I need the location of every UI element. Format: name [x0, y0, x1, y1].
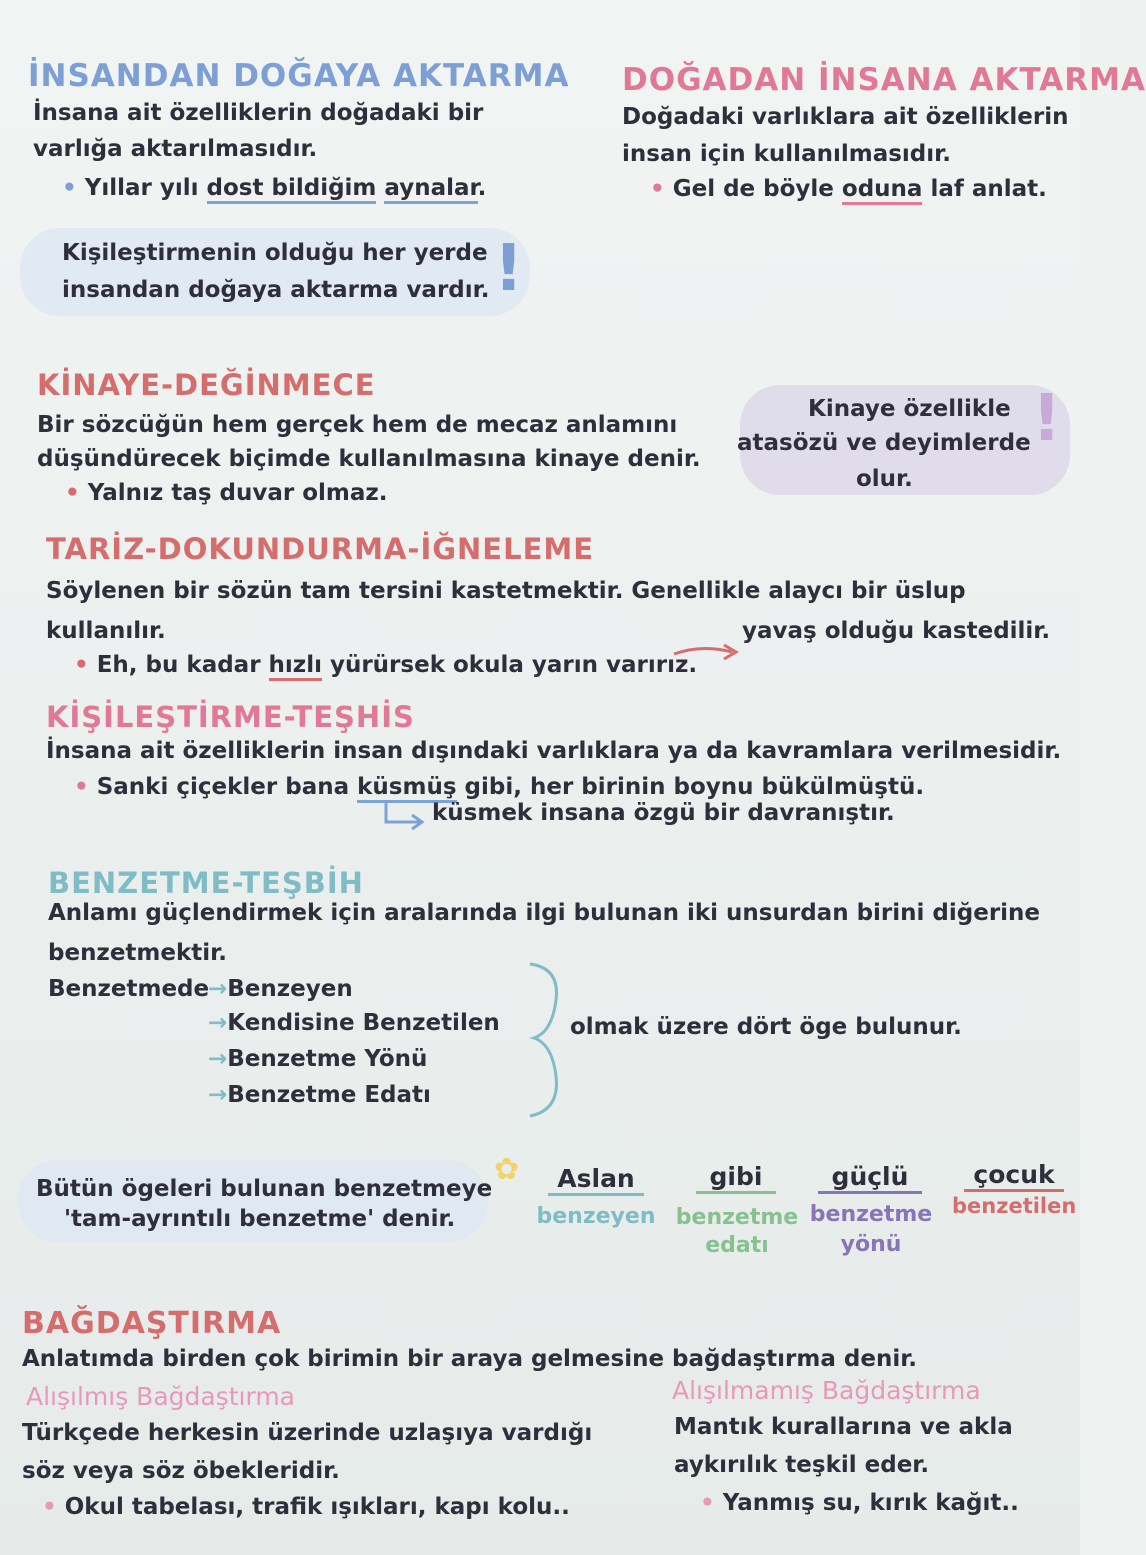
list-item-label: Benzeyen	[227, 976, 353, 1002]
section-title-kisilestirme: KİŞİLEŞTİRME-TEŞHİS	[46, 700, 415, 734]
example-text: Gel de böyle	[672, 176, 842, 202]
full-benzetme-text: 'tam-ayrıntılı benzetme' denir.	[64, 1206, 456, 1232]
arrow-note: küsmek insana özgü bir davranıştır.	[432, 800, 895, 826]
definition-text: Mantık kurallarına ve akla	[674, 1414, 1013, 1440]
note-text: Kinaye özellikle	[808, 396, 1011, 422]
example-text: Yıllar yılı	[84, 175, 207, 201]
definition-text: insan için kullanılmasıdır.	[622, 141, 951, 167]
flower-icon: ✿	[494, 1152, 520, 1187]
brace-icon	[518, 960, 568, 1120]
example-word: Aslan	[548, 1164, 644, 1196]
arrow-note: yavaş olduğu kastedilir.	[742, 618, 1051, 644]
example-sentence: • Yıllar yılı dost bildiğim aynalar.	[62, 175, 486, 201]
example-sentence: • Gel de böyle oduna laf anlat.	[650, 176, 1047, 202]
full-benzetme-text: Bütün ögeleri bulunan benzetmeye	[36, 1176, 493, 1202]
definition-text: İnsana ait özelliklerin insan dışındaki varlıklara ya da kavramlara verilmesidir.	[46, 738, 1062, 764]
example-text: gibi, her birinin boynu bükülmüştü.	[456, 774, 925, 800]
definition-text: Doğadaki varlıklara ait özelliklerin	[622, 104, 1069, 130]
section-title-kinaye: KİNAYE-DEĞİNMECE	[37, 368, 376, 402]
list-item: →Kendisine Benzetilen	[208, 1010, 500, 1036]
note-text: Kişileştirmenin olduğu her yerde	[62, 240, 488, 266]
section-title-benzetme: BENZETME-TEŞBİH	[48, 866, 364, 900]
definition-text: İnsana ait özelliklerin doğadaki bir	[33, 100, 484, 126]
definition-text: düşündürecek biçimde kullanılmasına kinaye denir.	[37, 446, 701, 472]
definition-text: aykırılık teşkil eder.	[674, 1452, 930, 1478]
example-sentence: • Okul tabelası, trafik ışıkları, kapı kolu..	[42, 1494, 570, 1520]
word-label: benzetme yönü	[809, 1202, 933, 1257]
word-label: benzetme edatı	[675, 1205, 799, 1258]
exclamation-icon: !	[1032, 382, 1062, 456]
section-title-dogadan: DOĞADAN İNSANA AKTARMA	[622, 62, 1146, 98]
example-text: Eh, bu kadar	[96, 652, 269, 678]
section-title-bagdastirma: BAĞDAŞTIRMA	[22, 1306, 282, 1341]
section-title-insandan: İNSANDAN DOĞAYA AKTARMA	[28, 58, 570, 94]
word-label: benzeyen	[536, 1204, 656, 1229]
underlined-word: dost bildiğim	[207, 175, 377, 204]
arrow-right-icon	[380, 800, 430, 834]
definition-text: kullanılır.	[46, 618, 166, 644]
list-item: →Benzeyen	[208, 976, 353, 1002]
example-word: güçlü	[818, 1162, 922, 1194]
definition-text: varlığa aktarılmasıdır.	[33, 136, 318, 162]
list-item-label: Benzetme Edatı	[227, 1082, 431, 1108]
exclamation-icon: !	[494, 232, 524, 306]
example-text: Yanmış su, kırık kağıt..	[722, 1490, 1019, 1516]
definition-text: Türkçede herkesin üzerinde uzlaşıya vardığı	[22, 1420, 593, 1446]
example-word: çocuk	[964, 1160, 1064, 1192]
note-text: olur.	[856, 466, 913, 492]
list-item: →Benzetme Edatı	[208, 1082, 431, 1108]
list-item: →Benzetme Yönü	[208, 1046, 428, 1072]
underlined-word: küsmüş	[357, 774, 456, 803]
definition-text: Anlatımda birden çok birimin bir araya gelmesine bağdaştırma denir.	[22, 1346, 918, 1372]
example-sentence: • Sanki çiçekler bana küsmüş gibi, her birinin boynu bükülmüştü.	[74, 774, 924, 800]
subtitle-alisilmis: Alışılmış Bağdaştırma	[26, 1382, 295, 1411]
note-text: atasözü ve deyimlerde	[737, 430, 1031, 456]
example-text: yürürsek okula yarın varırız.	[321, 652, 698, 678]
definition-text: Anlamı güçlendirmek için aralarında ilgi bulunan iki unsurdan birini diğerine	[48, 900, 1041, 926]
brace-note: olmak üzere dört öge bulunur.	[570, 1014, 962, 1040]
underlined-word: oduna	[842, 176, 923, 205]
underlined-word: aynalar	[384, 175, 477, 204]
section-title-tariz: TARİZ-DOKUNDURMA-İĞNELEME	[46, 532, 595, 566]
underlined-word: hızlı	[269, 652, 322, 681]
definition-text: Söylenen bir sözün tam tersini kastetmektir. Genellikle alaycı bir üslup	[46, 578, 966, 604]
subtitle-alisilmamis: Alışılmamış Bağdaştırma	[672, 1376, 981, 1405]
definition-text: Bir sözcüğün hem gerçek hem de mecaz anlamını	[37, 412, 678, 438]
note-text: insandan doğaya aktarma vardır.	[62, 277, 490, 303]
definition-text: söz veya söz öbekleridir.	[22, 1458, 340, 1484]
example-sentence: • Eh, bu kadar hızlı yürürsek okula yarın varırız.	[74, 652, 697, 678]
list-item-label: Kendisine Benzetilen	[227, 1010, 500, 1036]
example-text: Yalnız taş duvar olmaz.	[87, 480, 388, 506]
example-text: laf anlat.	[922, 176, 1047, 202]
definition-text: benzetmektir.	[48, 940, 227, 966]
example-word: gibi	[696, 1162, 776, 1194]
word-label: benzetilen	[952, 1194, 1077, 1218]
list-item-label: Benzetme Yönü	[227, 1046, 428, 1072]
example-sentence: • Yanmış su, kırık kağıt..	[700, 1490, 1019, 1516]
example-sentence: • Yalnız taş duvar olmaz.	[65, 480, 388, 506]
example-text: .	[477, 175, 487, 201]
arrow-right-icon	[672, 640, 742, 664]
example-text: Okul tabelası, trafik ışıkları, kapı kolu..	[64, 1494, 570, 1520]
example-text: Sanki çiçekler bana	[96, 774, 358, 800]
benzetme-lead: Benzetmede	[48, 976, 210, 1002]
